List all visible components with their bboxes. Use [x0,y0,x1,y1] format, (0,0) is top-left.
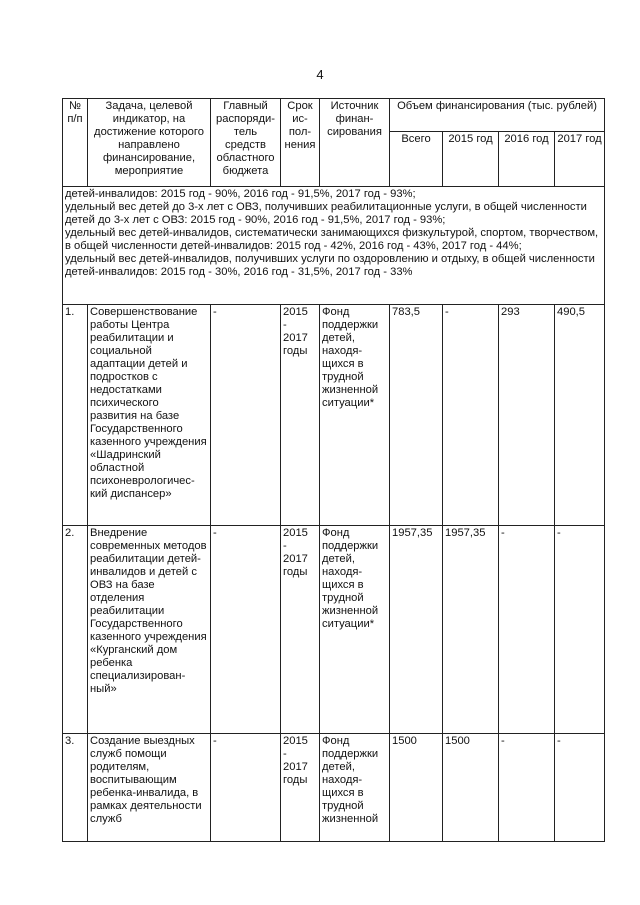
row-num: 3. [63,734,88,842]
row-source: Фонд поддержки детей, находя-щихся в трудной жизненной ситуации* [320,526,390,734]
row-manager: - [211,734,281,842]
period-end: 2017 годы [283,553,308,578]
row-num: 1. [63,305,88,526]
row-2015: - [443,305,499,526]
row-total: 1500 [390,734,443,842]
header-2017: 2017 год [555,132,605,187]
header-manager: Главный распоряди-тель средств областного бюджета [211,99,281,187]
indicators-cell [63,187,605,305]
table-row [63,526,605,734]
page-number: 4 [316,67,324,82]
row-period [281,526,320,734]
indicator-text: удельный вес детей-инвалидов, получивших услуги по оздоровлению и отдыху, в общей численности детей-инвалидов: 2015 год - 30%, 2016 год - 31,5%, 2017 год - 33% [65,253,595,278]
period-start: 2015 [283,527,308,539]
row-2017: 490,5 [555,305,605,526]
row-task: Создание выездных служб помощи родителям, воспитывающим ребенка-инвалида, в рамках деятельности служб [88,734,211,842]
period-start: 2015 [283,735,308,747]
header-source: Источник финан-сирования [320,99,390,187]
table-row [63,734,605,842]
financing-table [62,98,605,842]
row-2017: - [555,526,605,734]
row-num: 2. [63,526,88,734]
table-row [63,305,605,526]
period-dash: - [283,540,287,552]
row-2016: 293 [499,305,555,526]
row-task: Внедрение современных методов реабилитации детей-инвалидов и детей с ОВЗ на базе отделения реабилитации Государственного казенного учреждения «Курганский дом ребенка специализирован-ный» [88,526,211,734]
header-period: Срок ис-пол-нения [281,99,320,187]
header-2015: 2015 год [443,132,499,187]
header-row-1 [63,99,605,132]
row-total: 783,5 [390,305,443,526]
indicator-text: удельный вес детей-инвалидов, систематически занимающихся физкультурой, спортом, творчеством, в общей численности детей-инвалидов: 2015 год - 42%, 2016 год - 43%, 2017 год - 44%; [65,227,599,252]
period-end: 2017 годы [283,332,308,357]
row-2017: - [555,734,605,842]
row-source: Фонд поддержки детей, находя-щихся в трудной жизненной [320,734,390,842]
row-period [281,305,320,526]
indicators-row [63,187,605,305]
row-2015: 1500 [443,734,499,842]
row-total: 1957,35 [390,526,443,734]
period-dash: - [283,748,287,760]
row-period [281,734,320,842]
header-2016: 2016 год [499,132,555,187]
header-task: Задача, целевой индикатор, на достижение которого направлено финансирование, мероприятие [88,99,211,187]
period-start: 2015 [283,306,308,318]
row-source: Фонд поддержки детей, находя-щихся в трудной жизненной ситуации* [320,305,390,526]
header-total: Всего [390,132,443,187]
row-2016: - [499,734,555,842]
row-manager: - [211,305,281,526]
row-task: Совершенствование работы Центра реабилитации и социальной адаптации детей и подростков с недостатками психического развития на базе Государственного казенного учреждения «Шадринский областной психоневрологичес-кий диспансер» [88,305,211,526]
row-2015: 1957,35 [443,526,499,734]
header-num: № п/п [63,99,88,187]
row-2016: - [499,526,555,734]
row-manager: - [211,526,281,734]
indicator-text: удельный вес детей до 3-х лет с ОВЗ, получивших реабилитационные услуги, в общей численности детей до 3-х лет с ОВЗ: 2015 год - 90%, 2016 год - 91,5%, 2017 год - 93%; [65,201,587,226]
indicator-text: детей-инвалидов: 2015 год - 90%, 2016 год - 91,5%, 2017 год - 93%; [65,188,416,200]
period-end: 2017 годы [283,761,308,786]
period-dash: - [283,319,287,331]
header-volume: Объем финансирования (тыс. рублей) [390,99,605,132]
